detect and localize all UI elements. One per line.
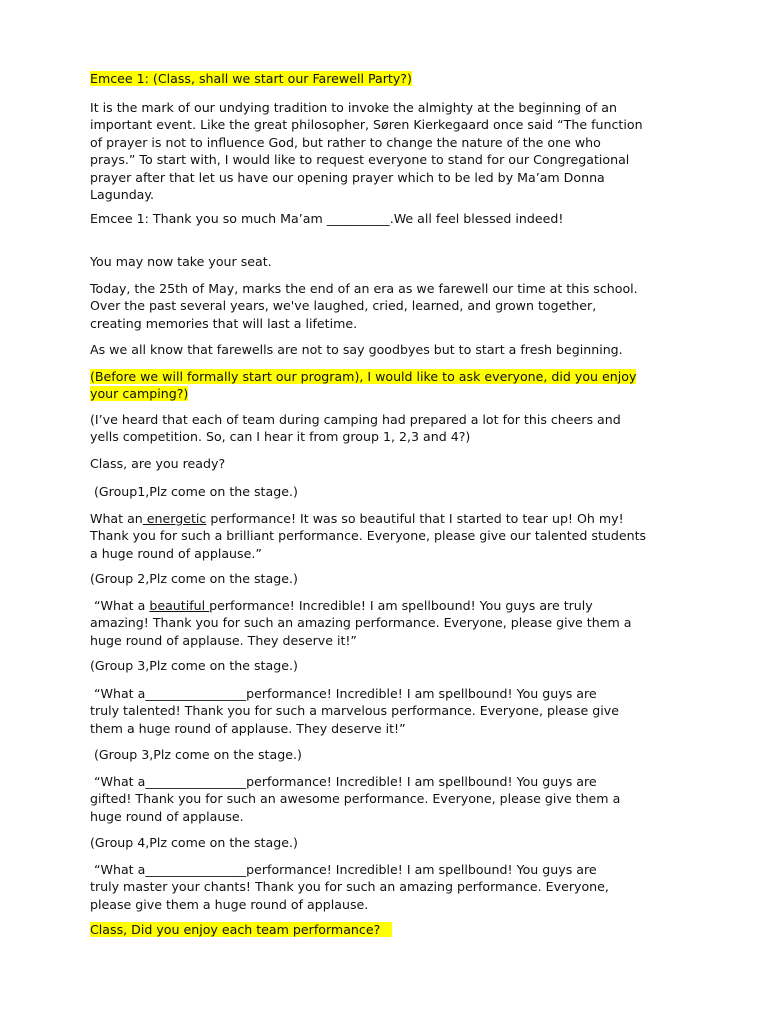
text-line: amazing! Thank you for such an amazing performance. Everyone, please give them a [90,615,632,631]
text-line: (Group1,Plz come on the stage.) [90,484,298,499]
paragraph-group3-call [90,657,690,674]
paragraph-group1-praise [90,510,690,562]
highlighted-text: Emcee 1: (Class, shall we start our Farewell Party?) [90,71,412,86]
text-line: gifted! Thank you for such an awesome performance. Everyone, please give them a [90,791,621,807]
text-line: please give them a huge round of applause. [90,896,369,912]
paragraph-take-seat [90,253,690,270]
underlined-word: beautiful [149,598,210,613]
paragraph-group2-praise [90,597,690,649]
paragraph-group4-praise [90,861,690,913]
text-line: “What a________________performance! Incredible! I am spellbound! You guys are [90,862,597,877]
text-line: (Group 3,Plz come on the stage.) [90,658,298,673]
highlighted-text: your camping?) [90,386,189,402]
text-line: prayer after that let us have our opening prayer which to be led by Ma’am Donna [90,169,605,185]
text-line: As we all know that farewells are not to say goodbyes but to start a fresh beginning. [90,342,623,357]
text-line: Emcee 1: Thank you so much Ma’am __________.We all feel blessed indeed! [90,211,564,226]
text-line: Class, are you ready? [90,456,226,471]
text-line: Thank you for such a brilliant performance. Everyone, please give our talented students [90,528,647,544]
paragraph-emcee-start [90,70,690,87]
paragraph-group2-call [90,570,690,587]
paragraph-enjoy-performance [90,921,690,938]
paragraph-thank-you [90,210,690,227]
paragraph-group4-call [90,834,690,851]
underlined-word: energetic [142,511,207,526]
text-line: Lagunday. [90,187,155,203]
text-line: (Group 2,Plz come on the stage.) [90,571,298,586]
paragraph-cheers-yells [90,411,690,446]
highlighted-text: (Before we will formally start our program), I would like to ask everyone, did you enjoy [90,369,637,384]
text-line: (I’ve heard that each of team during camping had prepared a lot for this cheers and [90,412,621,427]
paragraph-class-ready [90,455,690,472]
paragraph-group1-call [90,483,690,500]
text-line: truly talented! Thank you for such a marvelous performance. Everyone, please give [90,703,619,719]
text-line: prays.” To start with, I would like to request everyone to stand for our Congregational [90,152,630,168]
text-line: What an [90,511,143,526]
paragraph-group3-call-repeat [90,746,690,763]
text-line: important event. Like the great philosopher, Søren Kierkegaard once said “The function [90,117,643,133]
text-line: them a huge round of applause. They deserve it!” [90,720,406,736]
text-line: “What a________________performance! Incredible! I am spellbound! You guys are [90,686,597,701]
text-line: Over the past several years, we've laughed, cried, learned, and grown together, [90,298,597,314]
text-line: performance! Incredible! I am spellbound! You guys are truly [209,598,593,613]
text-line: performance! It was so beautiful that I started to tear up! Oh my! [206,511,624,526]
paragraph-group3-praise-repeat [90,773,690,825]
paragraph-end-of-era [90,280,690,332]
paragraph-prayer-intro [90,99,690,203]
text-line: Today, the 25th of May, marks the end of an era as we farewell our time at this school. [90,281,638,296]
highlighted-text: Class, Did you enjoy each team performance? [90,922,393,937]
text-line: huge round of applause. They deserve it!” [90,632,357,648]
text-line: (Group 3,Plz come on the stage.) [90,747,302,762]
text-line: You may now take your seat. [90,254,272,269]
text-line: yells competition. So, can I hear it from group 1, 2,3 and 4?) [90,429,471,445]
paragraph-farewells [90,341,690,358]
paragraph-camping-question [90,368,690,403]
text-line: huge round of applause. [90,808,244,824]
text-line: truly master your chants! Thank you for such an amazing performance. Everyone, [90,879,609,895]
text-line: creating memories that will last a lifetime. [90,315,358,331]
text-line: “What a [90,598,150,613]
text-line: a huge round of applause.” [90,545,262,561]
text-line: “What a________________performance! Incredible! I am spellbound! You guys are [90,774,597,789]
text-line: of prayer is not to influence God, but rather to change the nature of the one who [90,134,601,150]
paragraph-group3-praise [90,685,690,737]
text-line: It is the mark of our undying tradition to invoke the almighty at the beginning of an [90,100,617,115]
text-line: (Group 4,Plz come on the stage.) [90,835,298,850]
